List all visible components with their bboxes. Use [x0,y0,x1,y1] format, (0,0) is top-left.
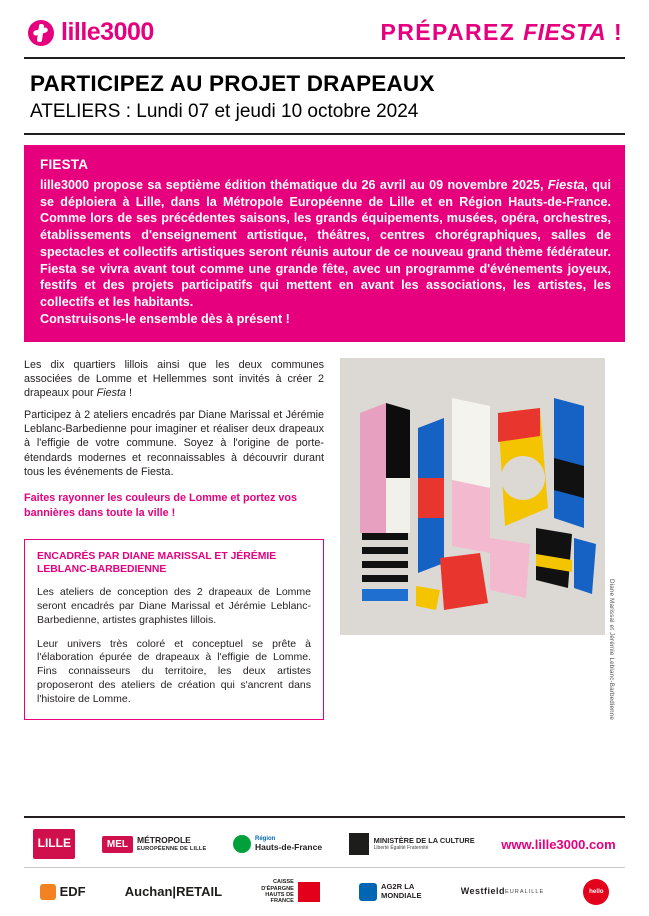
hello-lille-mark [583,879,609,905]
partners-row-institutional [0,818,649,867]
artists-box-title: ENCADRÉS PAR DIANE MARISSAL ET JÉRÉMIE LEBLANC-BARBEDIENNE [37,550,277,576]
intro-paragraph-2: Participez à 2 ateliers encadrés par Diane Marissal et Jérémie Leblanc-Barbedienne pour imaginer et réaliser deux drapeaux à l'effigie de votre commune. Soyez à l'origine de porte-étendards modernes et reconnaissables à découvrir durant tous les événements de Fiesta. [24,408,324,479]
ministere-line3: Liberté Égalité Fraternité [373,845,429,852]
fiesta-info-block [24,145,625,342]
ag2r-mark-icon [359,883,377,901]
auchan-retail-logo [125,885,222,899]
intro-paragraph-1 [24,358,324,401]
artwork-image [340,358,605,635]
caisse-line2: D'ÉPARGNE [261,885,294,892]
lille3000-brand [28,18,154,47]
hello-line1: hello [589,887,604,895]
caisse-epargne-logo [261,879,320,905]
brand-name: lille3000 [61,18,154,46]
fiesta-block-body [40,177,611,328]
ministere-culture-logo [349,833,475,855]
caisse-line1: CAISSE [273,879,294,886]
title-section [0,59,649,133]
lille3000-logo-icon [28,20,54,46]
highlight-text: Faites rayonner les couleurs de Lomme et portez vos bannières dans toute la ville ! [24,492,298,520]
fiesta-block-title: FIESTA [40,157,89,172]
hello-lille-logo [583,879,609,905]
mel-text [137,836,206,852]
caisse-line3: HAUTS DE [265,892,294,898]
westfield-line1: Westfield [460,886,506,897]
page-title: PARTICIPEZ AU PROJET DRAPEAUX [30,71,435,96]
fiesta-paragraph-1b: , qui se déploiera à Lille, dans la Métropole Européenne de Lille et en Région Hauts-de-France. Comme lors de ses précédentes saisons, les grands équipements, musées, opéra, orchestres, établissements d'enseignement artistique, théâtres, centres chorégraphiques, salles de spectacles et collectifs artistiques seront réunis autour de ce nouveau grand thème fédérateur. Fiesta se vivra avant tout comme une grande fête, avec un programme d'événements joyeux, festifs et des projets participatifs qui mettent en avant les associations, les artistes, les collectifs et les habitants. [40,178,612,310]
tagline-suffix: ! [613,19,623,45]
content-columns [24,358,625,721]
intro-p1-a: Les dix quartiers lillois ainsi que les deux communes associées de Lomme et Hellemmes sont invités à créer 2 drapeaux pour [24,358,324,400]
intro-p1-italic: Fiesta [96,387,127,400]
ministere-text [374,837,475,852]
artwork-column [340,358,625,721]
tagline-fiesta: FIESTA [523,19,607,45]
mel-badge: MEL [102,836,133,853]
page-header [0,0,649,57]
artists-box-paragraph-1: Les ateliers de conception des 2 drapeaux de Lomme seront encadrés par Diane Marissal et Jérémie Leblanc-Barbedienne, artistes graphistes lillois. [37,585,311,626]
text-column [24,358,324,721]
website-link[interactable]: www.lille3000.com [501,836,616,852]
intro-p1-b: ! [126,387,133,400]
caisse-line4: FRANCE [270,898,294,905]
fiesta-paragraph-1a: lille3000 propose sa septième édition thématique du 26 avril au 09 novembre 2025, [40,178,548,192]
page-subtitle: ATELIERS : Lundi 07 et jeudi 10 octobre 2024 [30,101,419,122]
ag2r-line1: AG2R LA [381,882,415,892]
ag2r-text [381,883,422,900]
lille-logo-mark: LILLE [33,829,75,859]
ministere-line2: DE LA CULTURE [415,835,475,845]
edf-logo [40,884,86,900]
mel-line1: MÉTROPOLE [137,834,191,845]
artwork-shapes-icon [340,358,605,635]
edf-mark-icon [40,884,56,900]
region-line1: Région [254,835,276,842]
region-hauts-de-france-logo [233,835,322,853]
caisse-text [261,879,294,905]
ministere-line1: MINISTÈRE [373,835,414,845]
artists-box-paragraph-2: Leur univers très coloré et conceptuel se prête à l'élaboration épurée de drapeaux à l'effigie de Lomme. Fins connaisseurs du territoire, les deux artistes proposeront des ateliers de création qui s'ancrent dans l'histoire de Lomme. [37,637,311,706]
auchan-separator: | [172,883,177,899]
region-line2: Hauts-de-France [254,841,323,852]
artwork-credit: Diane Marissal et Jérémie Leblanc-Barbedienne [608,579,615,721]
tagline [381,19,623,46]
partners-row-sponsors [0,868,649,916]
edf-label: EDF [59,883,86,899]
region-text [255,836,322,853]
title-divider [24,133,625,135]
lille-logo [33,829,75,859]
tagline-prefix: PRÉPAREZ [380,19,516,45]
westfield-line2: EURALILLE [505,888,545,895]
region-leaf-icon [233,835,251,853]
mel-line2: EUROPÉENNE DE LILLE [137,845,207,852]
retail-label: RETAIL [176,883,223,899]
fiesta-paragraph-1-italic: Fiesta [547,178,585,192]
westfield-logo [461,887,545,897]
artists-box [24,539,324,721]
ag2r-line2: MONDIALE [381,891,422,900]
marianne-icon [349,833,369,855]
ag2r-la-mondiale-logo [359,883,422,901]
mel-logo [102,836,207,853]
caisse-mark-icon [298,882,320,902]
page-footer [0,816,649,916]
fiesta-paragraph-2: Construisons-le ensemble dès à présent ! [40,311,290,326]
auchan-label: Auchan [124,883,173,899]
